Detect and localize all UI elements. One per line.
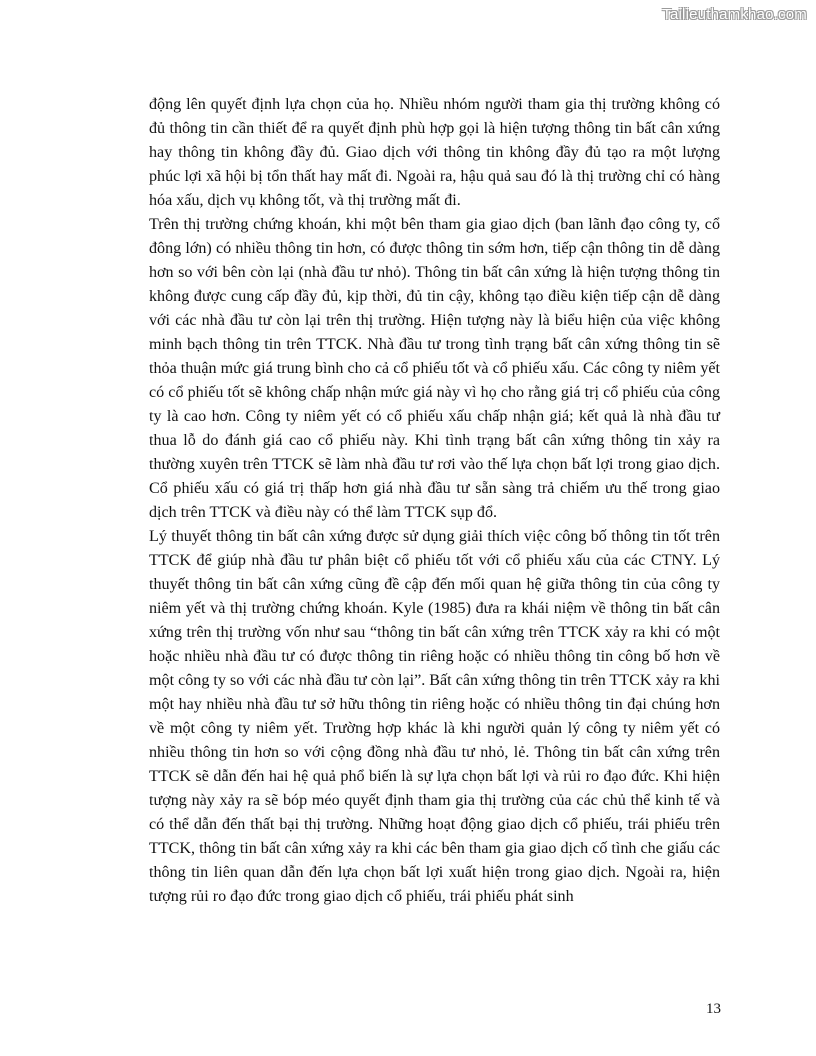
paragraph: động lên quyết định lựa chọn của họ. Nhiều nhóm người tham gia thị trường không có đủ thông tin cần thiết để ra quyết định phù hợp gọi là hiện tượng thông tin bất cân xứng hay thông tin không đầy đủ. Giao dịch với thông tin không đầy đủ tạo ra một lượng phúc lợi xã hội bị tổn thất hay mất đi. Ngoài ra, hậu quả sau đó là thị trường chỉ có hàng hóa xấu, dịch vụ không tốt, và thị trường mất đi. — [149, 96, 720, 209]
paragraph: Lý thuyết thông tin bất cân xứng được sử dụng giải thích việc công bố thông tin tốt trên TTCK để giúp nhà đầu tư phân biệt cổ phiếu tốt với cổ phiếu xấu của các CTNY. Lý thuyết thông tin bất cân xứng cũng đề cập đến mối quan hệ giữa thông tin của công ty niêm yết và thị trường chứng khoán. Kyle (1985) đưa ra khái niệm về thông tin bất cân xứng trên thị trường vốn như sau “thông tin bất cân xứng trên TTCK xảy ra khi có một hoặc nhiều nhà đầu tư có được thông tin riêng hoặc có nhiều thông tin công bố hơn về một công ty so với các nhà đầu tư còn lại”. Bất cân xứng thông tin trên TTCK xảy ra khi một hay nhiều nhà đầu tư sở hữu thông tin riêng hoặc có nhiều thông tin đại chúng hơn về một công ty niêm yết. Trường hợp khác là khi người quản lý công ty niêm yết có nhiều thông tin hơn so với cộng đồng nhà đầu tư nhỏ, lẻ. Thông tin bất cân xứng trên TTCK sẽ dẫn đến hai hệ quả phổ biến là sự lựa chọn bất lợi và rủi ro đạo đức. Khi hiện tượng này xảy ra sẽ bóp méo quyết định tham gia thị trường của các chủ thể kinh tế và có thể dẫn đến thất bại thị trường. Những hoạt động giao dịch cổ phiếu, trái phiếu trên TTCK, thông tin bất cân xứng xảy ra khi các bên tham gia giao dịch cố tình che giấu các thông tin liên quan dẫn đến lựa chọn bất lợi xuất hiện trong giao dịch. Ngoài ra, hiện tượng rủi ro đạo đức trong giao dịch cổ phiếu, trái phiếu phát sinh — [149, 528, 720, 905]
watermark-text: Tailieuthamkhao.com — [662, 6, 807, 23]
paragraph: Trên thị trường chứng khoán, khi một bên tham gia giao dịch (ban lãnh đạo công ty, cổ đông lớn) có nhiều thông tin hơn, có được thông tin sớm hơn, tiếp cận thông tin dễ dàng hơn so với bên còn lại (nhà đầu tư nhỏ). Thông tin bất cân xứng là hiện tượng thông tin không được cung cấp đầy đủ, kịp thời, đủ tin cậy, không tạo điều kiện tiếp cận dễ dàng với các nhà đầu tư còn lại trên thị trường. Hiện tượng này là biểu hiện của việc không minh bạch thông tin trên TTCK. Nhà đầu tư trong tình trạng bất cân xứng thông tin sẽ thỏa thuận mức giá trung bình cho cả cổ phiếu tốt và cổ phiếu xấu. Các công ty niêm yết có cổ phiếu tốt sẽ không chấp nhận mức giá này vì họ cho rằng giá trị cổ phiếu của công ty là cao hơn. Công ty niêm yết có cổ phiếu xấu chấp nhận giá; kết quả là nhà đầu tư thua lỗ do đánh giá cao cổ phiếu này. Khi tình trạng bất cân xứng thông tin xảy ra thường xuyên trên TTCK sẽ làm nhà đầu tư rơi vào thế lựa chọn bất lợi trong giao dịch. Cổ phiếu xấu có giá trị thấp hơn giá nhà đầu tư sẵn sàng trả chiếm ưu thế trong giao dịch trên TTCK và điều này có thể làm TTCK sụp đổ. — [149, 216, 720, 521]
document-body — [149, 93, 720, 909]
page-number: 13 — [706, 1001, 721, 1017]
